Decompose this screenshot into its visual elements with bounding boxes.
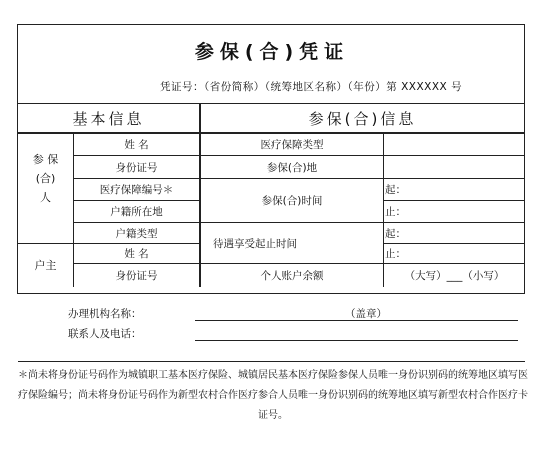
footnote: ＊尚未将身份证号码作为城镇职工基本医疗保险、城镇居民基本医疗保险参保人员唯一身份识别码的统筹地区填写医疗保险编号；尚未将身份证号码作为新型农村合作医疗参合人员唯一身份识别码的统筹地区填写新型农村合作医疗卡证号。 bbox=[18, 370, 528, 421]
field-head-id: 身份证号 bbox=[115, 270, 158, 282]
field-medical-id: 医疗保障编号＊ bbox=[99, 184, 174, 196]
certificate-number-line: 凭证号：（省份简称）（统筹地区名称）（年份）第 XXXXXX 号 bbox=[160, 81, 463, 93]
insured-time-end: 止： bbox=[385, 206, 406, 218]
insured-person-label-line2: (合) bbox=[35, 172, 56, 185]
householder-label: 户主 bbox=[34, 259, 57, 272]
col-divider bbox=[383, 132, 384, 287]
field-household-type: 户籍类型 bbox=[115, 227, 158, 240]
header-insured-info: 参保(合)信息 bbox=[308, 109, 417, 128]
field-account-balance: 个人账户余额 bbox=[260, 270, 324, 282]
insured-time-start: 起： bbox=[385, 184, 406, 196]
agency-name-label: 办理机构名称： bbox=[68, 308, 142, 320]
field-insured-time: 参保(合)时间 bbox=[261, 195, 323, 207]
certificate-title: 参保(合)凭证 bbox=[194, 41, 350, 63]
benefit-end: 止： bbox=[385, 248, 406, 260]
note-separator bbox=[18, 361, 525, 362]
field-insured-location: 参保(合)地 bbox=[266, 161, 318, 174]
field-household-location: 户籍所在地 bbox=[110, 206, 163, 218]
benefit-start: 起： bbox=[385, 227, 406, 240]
balance-amount-format: （大写）___（小写） bbox=[404, 270, 505, 282]
insured-person-label-line1: 参 保 bbox=[32, 153, 59, 166]
field-benefit-period: 待遇享受起止时间 bbox=[213, 237, 297, 250]
field-name: 姓 名 bbox=[124, 138, 149, 151]
seal-label: （盖章） bbox=[345, 308, 387, 320]
insured-person-label-line3: 人 bbox=[40, 191, 51, 204]
contact-label: 联系人及电话： bbox=[68, 328, 142, 340]
insured-person-label bbox=[18, 150, 73, 207]
field-head-name: 姓 名 bbox=[124, 248, 149, 260]
field-medical-type: 医疗保障类型 bbox=[260, 138, 324, 151]
header-basic-info: 基本信息 bbox=[72, 109, 145, 128]
field-id-number: 身份证号 bbox=[115, 161, 158, 174]
contact-line bbox=[195, 340, 518, 341]
